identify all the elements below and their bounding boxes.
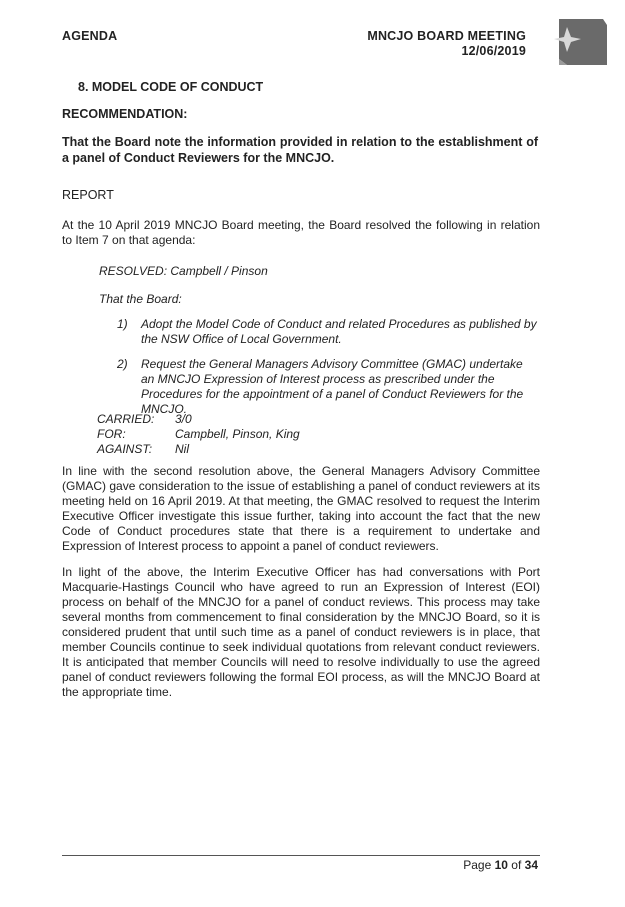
- report-label: REPORT: [62, 188, 114, 202]
- the-board-line: That the Board:: [99, 292, 182, 306]
- page-prefix: Page: [463, 858, 495, 872]
- resolution-item-number: 1): [117, 317, 128, 331]
- page-current: 10: [494, 858, 508, 872]
- section-heading: 8. MODEL CODE OF CONDUCT: [78, 80, 264, 94]
- vote-key: FOR:: [97, 427, 126, 441]
- vote-value: Nil: [175, 442, 189, 456]
- page-total: 34: [524, 858, 538, 872]
- footer-divider: [62, 855, 540, 856]
- recommendation-label: RECOMMENDATION:: [62, 107, 188, 121]
- header-meeting-info: [367, 29, 526, 59]
- vote-table: [97, 412, 300, 457]
- page-of: of: [507, 858, 525, 872]
- body-paragraph-eoi: In light of the above, the Interim Executive Officer has had conversations with Port Macquarie-Hastings Council who have agreed to run an Expression of Interest (EOI) process on behalf of the MNCJO for a panel of conduct reviews. This process may take several months from commencement to final consideration by the MNCJO Board, so it is considered prudent that until such time as a panel of conduct reviewers is in place, that member Councils continue to seek individual quotations from relevant conduct reviewers. It is anticipated that member Councils will need to resolve individually to use the agreed panel of conduct reviewers following the formal EOI process, as will the MNCJO Board at the appropriate time.: [62, 565, 540, 699]
- header-meeting-title: MNCJO BOARD MEETING: [367, 29, 526, 43]
- vote-key: AGAINST:: [97, 442, 153, 456]
- recommendation-text: That the Board note the information provided in relation to the establishment of a panel of Conduct Reviewers for the MNCJO.: [62, 135, 538, 165]
- resolved-line: RESOLVED: Campbell / Pinson: [99, 264, 268, 278]
- resolution-item-text: Adopt the Model Code of Conduct and related Procedures as published by the NSW Office of Local Government.: [141, 317, 537, 346]
- vote-row: [97, 412, 300, 427]
- intro-paragraph: At the 10 April 2019 MNCJO Board meeting, the Board resolved the following in relation to Item 7 on that agenda:: [62, 218, 540, 247]
- resolution-item-text: Request the General Managers Advisory Committee (GMAC) undertake an MNCJO Expression of Interest process as prescribed under the Procedures for the appointment of a panel of Conduct Reviewers for the MNCJO.: [141, 357, 524, 416]
- body-paragraph-gmac: In line with the second resolution above, the General Managers Advisory Committee (GMAC) gave consideration to the issue of establishing a panel of conduct reviewers at its meeting held on 16 April 2019. At that meeting, the GMAC resolved to request the Interim Executive Officer investigate this issue further, taking into account the fact that the new Code of Conduct procedures state that there is a requirement to undertake and Expression of Interest process to appoint a panel of conduct reviewers.: [62, 464, 540, 553]
- header-agenda-label: AGENDA: [62, 29, 118, 43]
- page-number: [463, 858, 538, 872]
- vote-value: Campbell, Pinson, King: [175, 427, 300, 441]
- vote-row: [97, 442, 300, 457]
- vote-value: 3/0: [175, 412, 192, 426]
- star-emblem-icon: [545, 17, 607, 65]
- resolution-item-number: 2): [117, 357, 128, 371]
- header-meeting-date: 12/06/2019: [461, 44, 526, 58]
- vote-key: CARRIED:: [97, 412, 155, 426]
- vote-row: [97, 427, 300, 442]
